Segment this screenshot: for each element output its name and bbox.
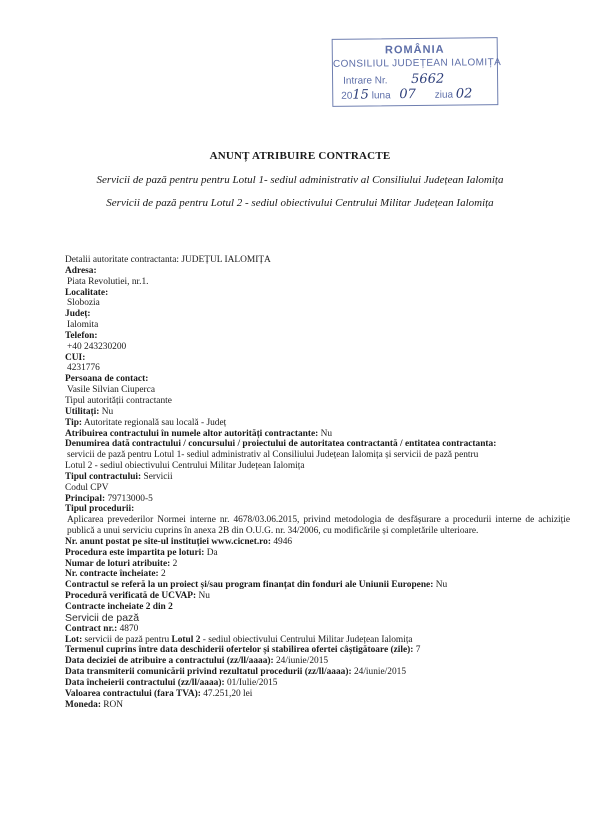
lots-awarded-value: 2: [172, 558, 178, 569]
on-behalf-label: Atribuirea contractului în numele altor autorități contractante:: [65, 428, 319, 439]
ucvap-value: Nu: [198, 591, 210, 602]
contract-type-row: [65, 472, 570, 483]
procedure-type-value: Aplicarea prevederilor Normei interne nr. 4678/03.06.2015, privind metodologia de desfășurare a procedurii interne de achiziție publică a unui serviciu cuprins în anexa 2B din O.U.G. nr. 34/2006, cu modificările și completările ulterioare.: [67, 515, 570, 537]
lots-awarded-label: Numar de loturi atribuite:: [65, 558, 171, 569]
address-label: Adresa:: [65, 265, 97, 276]
currency-row: [65, 700, 570, 711]
award-date-value: 24/iunie/2015: [275, 656, 329, 667]
stamp-month-label: luna: [371, 90, 391, 102]
ucvap-label: Procedură verificată de UCVAP:: [65, 591, 197, 602]
on-behalf-value: Nu: [320, 428, 333, 439]
lots-value: Da: [206, 547, 218, 558]
procedure-type-label: Tipul procedurii:: [65, 504, 135, 515]
on-behalf-row: [65, 429, 570, 440]
term-value: 7: [415, 645, 421, 656]
stamp-country: ROMÂNIA: [384, 43, 445, 57]
type-value: Autoritate regională sau locală - Județ: [83, 417, 227, 428]
utilities-value: Nu: [101, 406, 114, 417]
lot-prefix: servicii de pază pentru: [84, 634, 170, 645]
phone-value: +40 243230200: [67, 341, 127, 352]
value-label: Valoarea contractului (fara TVA):: [65, 688, 201, 699]
contracts-concluded-value: 2: [160, 569, 166, 580]
contract-no-value: 4870: [119, 623, 139, 634]
contract-name-label: Denumirea dată contractului / concursului / proiectului de autoritatea contractantă / entitatea contractanta:: [65, 439, 497, 450]
term-label: Termenul cuprins între data deschiderii ofertelor și stabilirea ofertei câștigătoare (zile):: [65, 645, 414, 656]
authority-type-label: Tipul autorității contractante: [65, 395, 172, 406]
communication-date-label: Data transmiterii comunicării privind rezultatul procedurii (zz/ll/aaaa):: [65, 667, 352, 678]
stamp-day-label: ziua: [434, 89, 454, 101]
notice-body: [65, 255, 570, 710]
award-date-row: [65, 656, 570, 667]
lots-row: [65, 548, 570, 559]
subtitle-lot-2: Servicii de pază pentru Lotul 2 - sediul obiectivului Centrului Militar Județean Ialomița: [106, 197, 494, 209]
contracts-concluded-label: Nr. contracte încheiate:: [65, 569, 159, 580]
term-row: [65, 645, 570, 656]
conclusion-date-label: Data încheierii contractului (zz/ll/aaaa):: [65, 677, 225, 688]
contract-type-value: Servicii: [143, 471, 173, 482]
page-title: ANUNȚ ATRIBUIRE CONTRACTE: [209, 150, 391, 162]
contact-value: Vasile Silvian Ciuperca: [67, 385, 155, 396]
lots-awarded-row: [65, 559, 570, 570]
stamp-registry: [343, 72, 444, 88]
principal-label: Principal:: [65, 493, 106, 504]
value-row: [65, 689, 570, 700]
address-value: Piata Revolutiei, nr.1.: [67, 276, 149, 287]
stamp-registry-number: 5662: [411, 71, 445, 88]
type-row: [65, 418, 570, 429]
notice-number-value: 4946: [273, 536, 293, 547]
cpv-label: Codul CPV: [65, 482, 109, 493]
stamp-registry-label: Intrare Nr.: [343, 75, 388, 87]
cui-label: CUI:: [65, 352, 86, 363]
eu-funds-label: Contractul se referă la un proiect și/sau program finanțat din fonduri ale Uniunii Europene:: [65, 580, 434, 591]
lot-label: Lot:: [65, 634, 83, 645]
ucvap-row: [65, 591, 570, 602]
contract-type-label: Tipul contractului:: [65, 471, 142, 482]
lots-label: Procedura este impartita pe loturi:: [65, 547, 205, 558]
section-title: Servicii de pază: [65, 611, 140, 624]
utilities-label: Utilitați:: [65, 406, 100, 417]
registration-stamp: [332, 37, 502, 107]
contact-label: Persoana de contact:: [65, 374, 149, 385]
principal-value: 79713000-5: [107, 493, 153, 504]
stamp-day: 02: [455, 86, 473, 102]
lot-suffix: - sediul obiectivului Centrului Militar Județean Ialomița: [202, 634, 413, 645]
contract-no-label: Contract nr.:: [65, 623, 118, 634]
contract-no-row: [65, 624, 570, 635]
stamp-date: [341, 86, 472, 102]
locality-value: Slobozia: [67, 298, 100, 309]
authority-details: Detalii autoritate contractanta: JUDEȚUL IALOMIȚA: [65, 255, 271, 265]
notice-number-label: Nr. anunt postat pe site-ul instituției www.cicnet.ro:: [65, 536, 271, 547]
concluded-of-label: Contracte incheiate 2 din 2: [65, 602, 173, 612]
county-label: Județ:: [65, 309, 91, 320]
type-label: Tip:: [65, 417, 83, 428]
communication-date-row: [65, 667, 570, 678]
currency-value: RON: [103, 699, 124, 710]
contract-name-line-2: Lotul 2 - sediul obiectivului Centrului Militar Județean Ialomița: [65, 461, 305, 472]
conclusion-date-row: [65, 678, 570, 689]
subtitle-lot-1: Servicii de pază pentru pentru Lotul 1- sediul administrativ al Consiliului Județean Ialomița: [96, 174, 504, 186]
cui-value: 4231776: [67, 363, 100, 374]
notice-number-row: [65, 537, 570, 548]
eu-funds-value: Nu: [435, 580, 448, 591]
currency-label: Moneda:: [65, 699, 101, 710]
stamp-year-prefix: 20: [341, 90, 353, 102]
communication-date-value: 24/iunie/2015: [353, 667, 407, 678]
utilities-row: [65, 407, 570, 418]
conclusion-date-value: 01/Iulie/2015: [226, 677, 278, 688]
value-amount: 47.251,20 lei: [203, 688, 253, 699]
contracts-concluded-row: [65, 569, 570, 580]
locality-label: Localitate:: [65, 287, 109, 298]
award-date-label: Data deciziei de atribuire a contractului (zz/ll/aaaa):: [65, 656, 274, 667]
principal-row: [65, 494, 570, 505]
stamp-year-suffix: 15: [352, 87, 369, 103]
contract-name-line-1: servicii de pază pentru Lotul 1- sediul administrativ al Consiliului Județean Ialomița și servicii de pază pentru: [67, 450, 479, 461]
county-value: Ialomita: [67, 320, 99, 331]
phone-label: Telefon:: [65, 330, 98, 341]
stamp-month: 07: [399, 86, 417, 103]
lot-number: Lotul 2: [171, 634, 201, 645]
eu-funds-row: [65, 580, 570, 591]
lot-row: [65, 635, 570, 646]
stamp-council: CONSILIUL JUDEȚEAN IALOMIȚA: [332, 57, 502, 70]
